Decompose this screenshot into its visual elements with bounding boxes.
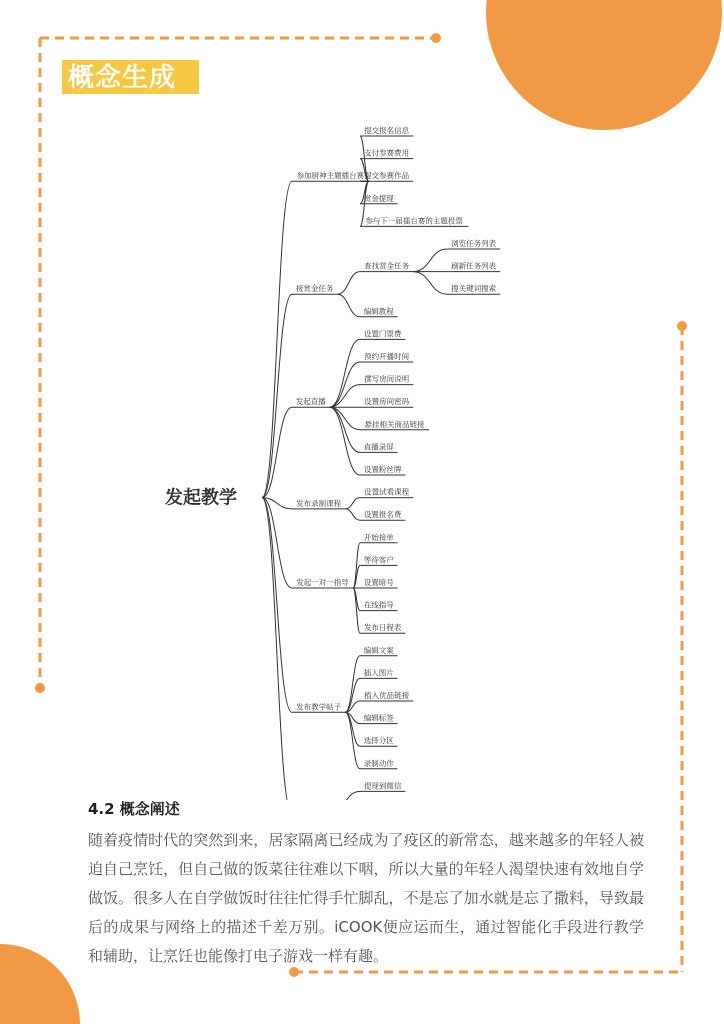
mindmap-leaf-label: 悬挂相关商品链接 [364,419,425,429]
mindmap-leaf-label: 录制动作 [363,758,394,768]
mindmap-connector [330,362,361,407]
mindmap-leaf-label: 参与下一届擂台赛的主题投票 [365,216,463,226]
mindmap-connector [262,498,292,588]
mindmap-root-label: 发起教学 [165,487,237,509]
mindmap-connector [337,294,360,317]
mindmap-connector [337,272,360,295]
mindmap-leaf-label: 选择分区 [363,736,394,746]
mindmap-leaf-label: 设置门票费 [363,329,402,339]
mindmap-leaf-label: 插入图片 [363,668,394,678]
mindmap-leaf-label: 提交报名信息 [364,126,410,135]
frame-dot-top [431,33,441,43]
mindmap-leaf-label: 设置粉丝牌 [363,465,402,474]
mindmap-branch-label: 发布教学帖子 [296,702,342,712]
mindmap-connector [330,339,361,407]
mindmap-leaf-label: 等待客户 [363,555,394,565]
section-heading: 4.2 概念阐述 [88,800,180,818]
mindmap-connector [330,407,361,452]
mindmap-connector [330,407,361,430]
mindmap-connector [330,407,361,475]
mindmap-connector [413,249,447,272]
mindmap-connector [353,588,360,633]
mindmap-leaf-label: 编辑文案 [363,645,394,655]
mindmap-connector [345,509,360,520]
section-title: 概念生成 [68,63,177,93]
mindmap-branch-label: 参加厨神主题擂台赛 [296,171,365,181]
mindmap-leaf-label: 预约开播时间 [364,352,410,361]
mindmap-leaf-label: 浏览任务列表 [451,239,497,248]
mindmap-leaf-label: 植入优品链接 [364,691,410,700]
mindmap-connector [353,543,360,588]
mindmap-leaf-label: 提现到微信 [363,781,402,791]
mindmap-leaf-label: 搜关键词搜索 [451,284,497,294]
mindmap-leaf-label: 设置试看课程 [364,487,410,497]
mindmap-leaf-label: 在线指导 [363,600,394,610]
mindmap-leaf-label: 赏金提现 [363,193,394,203]
mindmap-connector [413,272,447,295]
mindmap-connector [345,498,360,509]
mindmap-connector [262,294,292,497]
mindmap-branch-label: 发起一对一指导 [296,578,349,587]
mindmap-connector [330,791,361,800]
mindmap-leaf-label: 刷新任务列表 [451,261,497,271]
mindmap-branch-label: 发起直播 [295,397,326,407]
mindmap-connector [345,656,360,713]
mindmap-connector [262,498,292,713]
mindmap-branch-label: 发布录制课程 [296,498,342,508]
mindmap-leaf-label: 编辑标签 [363,713,394,723]
mindmap-leaf-label: 设置房间密码 [364,397,410,407]
mindmap-connector [262,407,292,497]
mindmap-leaf-label: 编辑教程 [363,306,394,316]
mindmap-connector [345,712,360,769]
mindmap-leaf-label: 直播录屏 [363,442,394,452]
mindmap-branch-label: 接赏金任务 [295,284,334,294]
mindmap-leaf-label: 撰写房间说明 [364,374,410,384]
mind-map [0,60,724,800]
mindmap-leaf-label: 开始接单 [363,532,394,542]
mindmap-leaf-label: 设置暗号 [363,578,394,587]
mindmap-leaf-label: 设置报名费 [363,510,402,520]
mindmap-connector [330,385,361,408]
mindmap-leaf-label: 支付参赛费用 [364,148,410,158]
mindmap-leaf-label: 发布日程表 [363,623,402,633]
bottom-left-orange-quarter [0,944,80,1024]
concept-paragraph: 随着疫情时代的突然到来，居家隔离已经成为了疫区的新常态，越来越多的年轻人被迫自己烹饪，但自己做的饭菜往往难以下咽，所以大量的年轻人渴望快速有效地自学做饭。很多人在自学做饭时往往忙得手忙脚乱，不是忘了加水就是忘了撒料，导致最后的成果与网络上的描述千差万别。iCOOK便应运而生，通过智能化手段进行教学和辅助，让烹饪也能像打电子游戏一样有趣。 [88,831,644,965]
mindmap-leaf-label: 查找赏金任务 [364,261,410,271]
mindmap-leaf-label: 提交参赛作品 [364,171,410,181]
